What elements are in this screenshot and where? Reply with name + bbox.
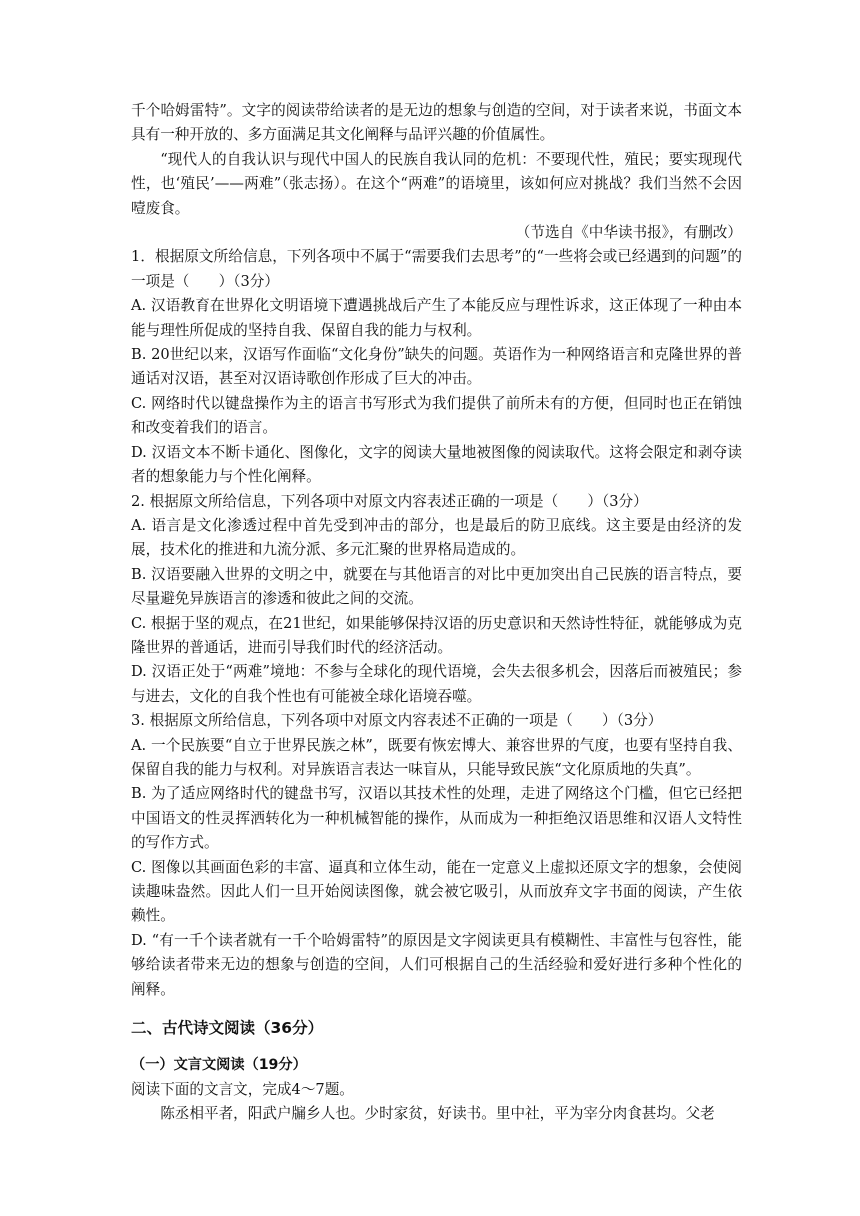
classical-passage: 陈丞相平者，阳武户牖乡人也。少时家贫，好读书。里中社，平为宰分肉食甚均。父老 [160,1105,715,1123]
reading-instruction: 阅读下面的文言文，完成4～7题。 [131,1080,354,1098]
question-stem: 1．根据原文所给信息，下列各项中不属于“需要我们去思考”的“一些将会或已经遇到的问题”的一项是（ ）（3分） [131,248,742,290]
question-1 [131,245,742,489]
option-d: D. 汉语正处于“两难”境地：不参与全球化的现代语境，会失去很多机会，因落后而被殖民；参与进去，文化的自我个性也有可能被全球化语境吞噬。 [131,663,742,705]
question-stem: 2. 根据原文所给信息，下列各项中对原文内容表述正确的一项是（ ）（3分） [131,492,648,510]
option-a: A. 一个民族要“自立于世界民族之林”，既要有恢宏博大、兼容世界的气度，也要有坚持自我、保留自我的能力与权利。对异族语言表达一味盲从，只能导致民族“文化原质地的失真”。 [131,736,742,778]
option-c: C. 网络时代以键盘操作为主的语言书写形式为我们提供了前所未有的方便，但同时也正在销蚀和改变着我们的语言。 [131,394,742,437]
option-b: B. 汉语要融入世界的文明之中，就要在与其他语言的对比中更加突出自己民族的语言特点，要尽量避免异族语言的渗透和彼此之间的交流。 [131,565,742,608]
passage-paragraph: 千个哈姆雷特”。文字的阅读带给读者的是无边的想象与创造的空间，对于读者来说，书面文本具有一种开放的、多方面满足其文化阐释与品评兴趣的价值属性。 [131,102,742,144]
option-c: C. 图像以其画面色彩的丰富、逼真和立体生动，能在一定意义上虚拟还原文字的想象，会使阅读趣味盎然。因此人们一旦开始阅读图像，就会被它吸引，从而放弃文字书面的阅读，产生依赖性。 [131,858,742,925]
source-citation: （节选自《中华读书报》，有删改） [515,224,742,242]
option-c: C. 根据于坚的观点，在21世纪，如果能够保持汉语的历史意识和天然诗性特征，就能够成为克隆世界的普通话，进而引导我们时代的经济活动。 [131,614,742,656]
question-3 [131,709,742,1002]
option-a: A. 语言是文化渗透过程中首先受到冲击的部分，也是最后的防卫底线。这主要是由经济的发展，技术化的推进和九流分派、多元汇聚的世界格局造成的。 [131,516,742,559]
section-heading: 二、古代诗文阅读（36分） [131,1019,324,1038]
option-d: D. “有一千个读者就有一千个哈姆雷特”的原因是文字阅读更具有模糊性、丰富性与包容性，能够给读者带来无边的想象与创造的空间，人们可根据自己的生活经验和爱好进行多种个性化的阐释。 [131,931,742,998]
passage-paragraph: “现代人的自我认识与现代中国人的民族自我认同的危机：不要现代性，殖民；要实现现代性，也‘殖民’——两难”（张志扬）。在这个“两难”的语境里，该如何应对挑战？我们当然不会因噎废食。 [131,150,742,217]
document-body [131,99,742,1127]
question-2 [131,490,742,710]
option-a: A. 汉语教育在世界化文明语境下遭遇挑战后产生了本能反应与理性诉求，这正体现了一种由本能与理性所促成的坚持自我、保留自我的能力与权利。 [131,297,742,339]
subsection-heading: （一）文言文阅读（19分） [131,1057,307,1074]
option-b: B. 20世纪以来，汉语写作面临“文化身份”缺失的问题。英语作为一种网络语言和克隆世界的普通话对汉语，甚至对汉语诗歌创作形成了巨大的冲击。 [131,346,742,388]
question-stem: 3. 根据原文所给信息，下列各项中对原文内容表述不正确的一项是（ ）（3分） [131,712,663,730]
option-b: B. 为了适应网络时代的键盘书写，汉语以其技术性的处理，走进了网络这个门槛，但它已经把中国语文的性灵挥洒转化为一种机械智能的操作，从而成为一种拒绝汉语思维和汉语人文特性的写作方式。 [131,785,742,852]
option-d: D. 汉语文本不断卡通化、图像化，文字的阅读大量地被图像的阅读取代。这将会限定和剥夺读者的想象能力与个性化阐释。 [131,443,742,486]
